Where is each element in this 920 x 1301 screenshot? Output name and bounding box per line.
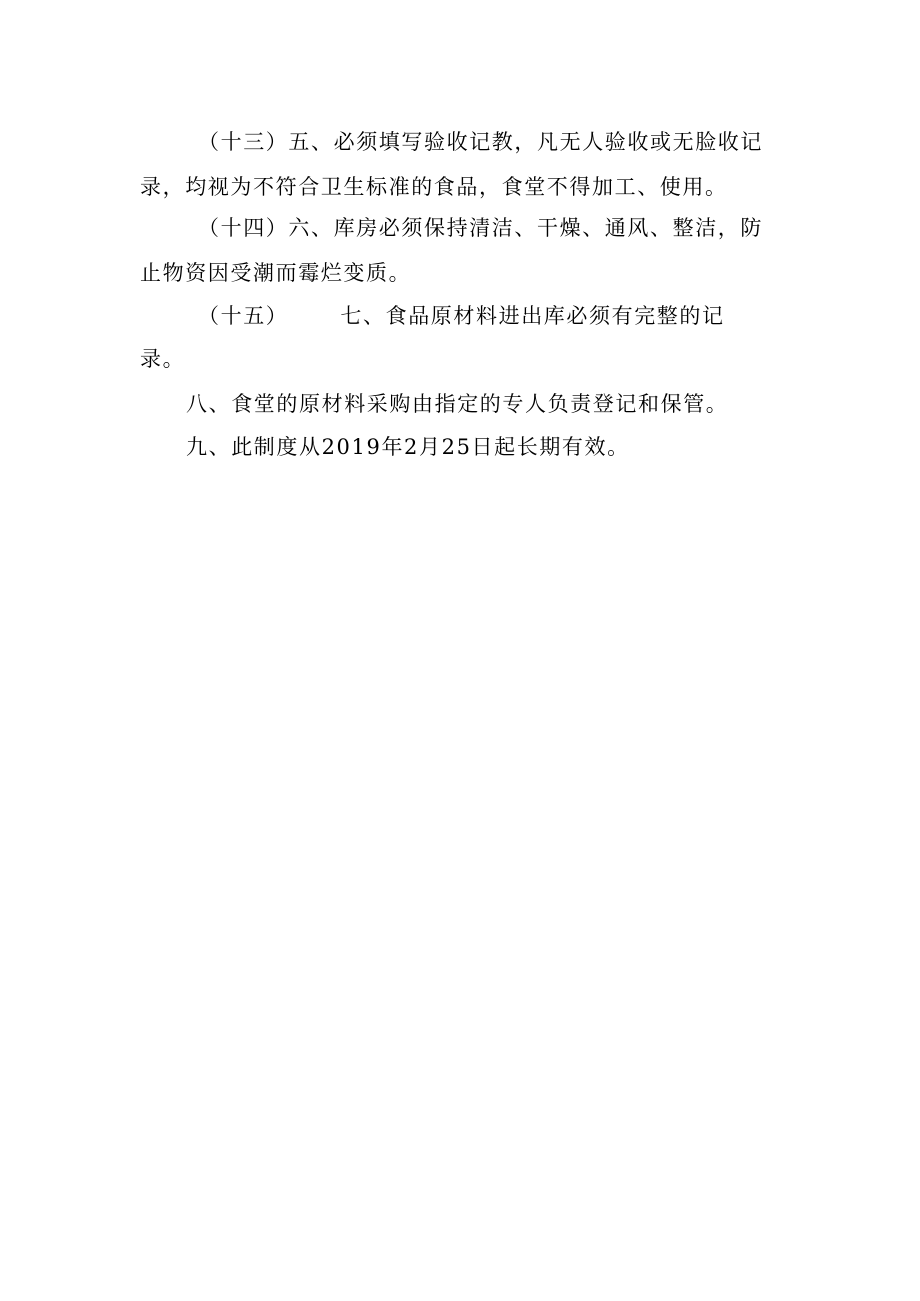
paragraph-13-line-2: 录，均视为不符合卫生标准的食品，食堂不得加工、使用。 (140, 175, 728, 199)
paragraph-14-text: 六、库房必须保持清洁、干燥、通风、整洁，防 (288, 216, 764, 240)
paragraph-14-number: （十四） (198, 216, 289, 240)
paragraph-14-line-1 (198, 213, 763, 243)
paragraph-15-line-1 (198, 301, 725, 331)
item-9: 九、此制度从2019年2月25日起长期有效。 (186, 435, 630, 459)
paragraph-13-number: （十三） (198, 130, 289, 154)
paragraph-13-line-1 (198, 127, 763, 157)
paragraph-14-line-2: 止物资因受潮而霉烂变质。 (140, 261, 412, 285)
item-8: 八、食堂的原材料采购由指定的专人负责登记和保管。 (186, 392, 729, 416)
paragraph-13-text: 五、必须填写验收记教，凡无人验收或无脸收记 (288, 130, 764, 154)
paragraph-15-text: 七、食品原材料进出库必须有完整的记 (340, 304, 725, 328)
paragraph-15-number: （十五） (198, 304, 289, 328)
paragraph-15-line-2: 录。 (140, 347, 186, 371)
